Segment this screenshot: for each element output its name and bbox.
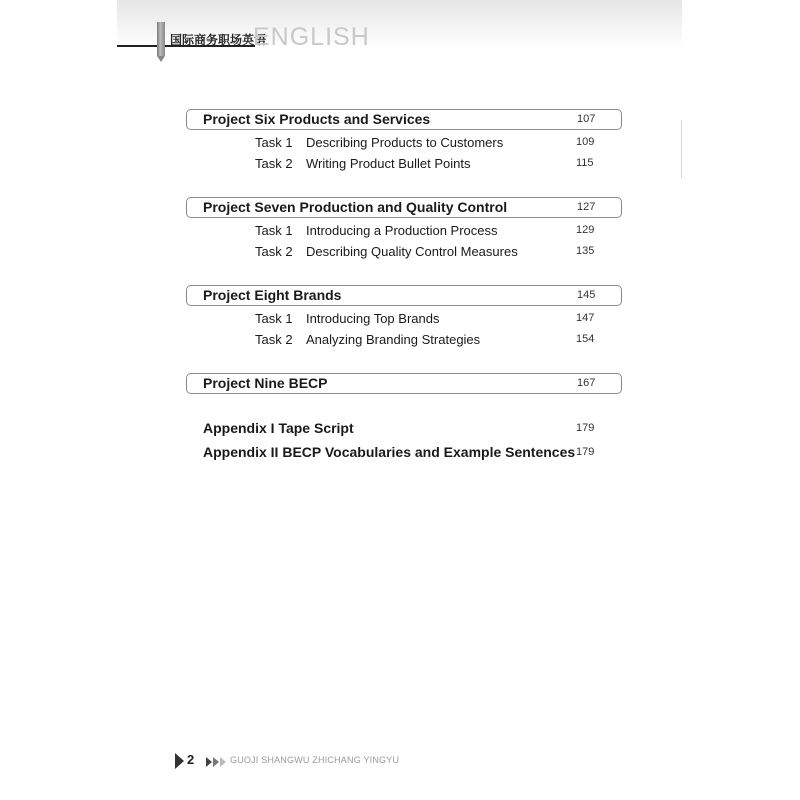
task-page-number: 115	[576, 157, 594, 169]
footer-chevron-icon	[220, 757, 226, 767]
toc-project-eight[interactable]	[186, 285, 622, 306]
task-name: Introducing a Production Process	[306, 223, 498, 238]
task-name: Describing Quality Control Measures	[306, 244, 518, 259]
toc-project-six[interactable]	[186, 109, 622, 130]
task-page-number: 135	[576, 245, 595, 257]
header-watermark-word: ENGLISH	[253, 23, 370, 51]
appendix-title: Appendix I Tape Script	[203, 420, 354, 436]
task-page-number: 154	[576, 333, 595, 345]
toc-project-nine[interactable]	[186, 373, 622, 394]
footer-arrow-icon	[175, 753, 184, 769]
footer-chevron-icon	[206, 757, 212, 767]
toc-project-seven[interactable]	[186, 197, 622, 218]
page-number: 2	[187, 752, 195, 767]
book-title: 国际商务职场英语	[170, 33, 267, 47]
appendix-page-number: 179	[576, 446, 595, 458]
task-label: Task 1	[255, 223, 293, 238]
footer-chevron-icon	[213, 757, 219, 767]
project-title: Project Six Products and Services	[203, 111, 431, 127]
task-name: Introducing Top Brands	[306, 311, 440, 326]
appendix-title: Appendix II BECP Vocabularies and Example Sentences	[203, 444, 576, 460]
task-page-number: 109	[576, 136, 595, 148]
task-page-number: 147	[576, 312, 595, 324]
header-bookmark-icon	[157, 22, 165, 56]
margin-rule	[681, 120, 682, 178]
task-label: Task 2	[255, 332, 293, 347]
toc-appendix-ii[interactable]	[203, 444, 613, 460]
project-page-number: 107	[577, 113, 596, 125]
task-label: Task 2	[255, 244, 293, 259]
project-page-number: 127	[577, 201, 596, 213]
footer-running-text: GUOJI SHANGWU ZHICHANG YINGYU	[230, 755, 400, 765]
appendix-page-number: 179	[576, 422, 595, 434]
task-label: Task 1	[255, 311, 293, 326]
task-label: Task 1	[255, 135, 293, 150]
task-name: Describing Products to Customers	[306, 135, 504, 150]
project-title: Project Eight Brands	[203, 287, 342, 303]
task-page-number: 129	[576, 224, 595, 236]
project-title: Project Nine BECP	[203, 375, 328, 391]
project-page-number: 145	[577, 289, 596, 301]
task-name: Writing Product Bullet Points	[306, 156, 471, 171]
task-name: Analyzing Branding Strategies	[306, 332, 481, 347]
project-title: Project Seven Production and Quality Control	[203, 199, 508, 215]
task-label: Task 2	[255, 156, 293, 171]
toc-appendix-i[interactable]	[203, 420, 613, 436]
project-page-number: 167	[577, 377, 596, 389]
